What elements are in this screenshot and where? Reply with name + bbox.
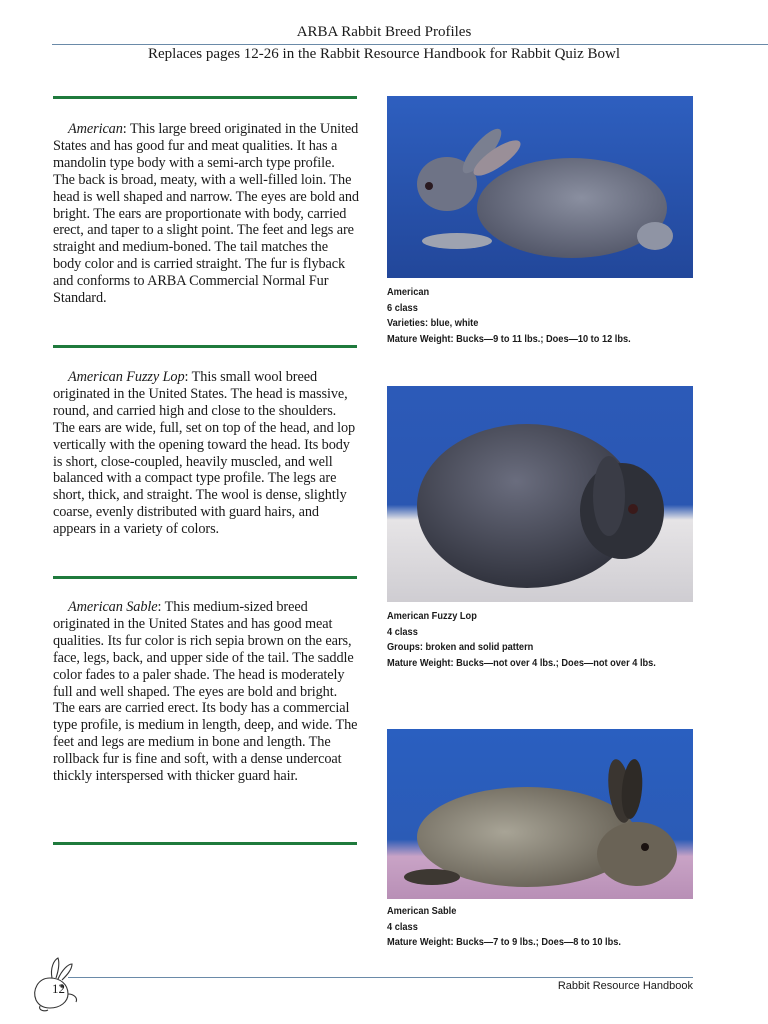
caption-class: 4 class bbox=[387, 920, 418, 933]
section-divider bbox=[53, 96, 357, 99]
section-divider bbox=[53, 345, 357, 348]
caption-breed-name: American Sable bbox=[387, 905, 457, 917]
section-divider bbox=[53, 576, 357, 579]
breed-name: American Sable bbox=[68, 599, 158, 615]
caption-breed-name: American bbox=[387, 286, 430, 298]
breed-description-american bbox=[53, 121, 359, 307]
footer-handbook-title: Rabbit Resource Handbook bbox=[557, 980, 693, 992]
caption-class: 4 class bbox=[387, 625, 418, 638]
photo-caption-american-fuzzy-lop bbox=[387, 609, 693, 671]
page-number: 12 bbox=[52, 981, 65, 996]
page-header-subtitle: Replaces pages 12-26 in the Rabbit Resource Handbook for Rabbit Quiz Bowl bbox=[148, 46, 620, 62]
breed-body-text: : This small wool breed originated in the United States. The head is massive, round, and carried high and close to the shoulders. The ears are wide, full, set on top of the head, and lop vertically with the opening toward the head. Its body is short, close-coupled, heavily muscled, and well balanced with a compact type profile. The legs are short, thick, and straight. The wool is dense, slightly coarse, evenly distributed with guard hairs, and appears in a variety of colors. bbox=[53, 369, 356, 538]
photo-caption-american-sable bbox=[387, 904, 693, 951]
breed-body-text: : This medium-sized breed originated in the United States and has good meat qualities. Its fur color is rich sepia brown on the ears, face, legs, back, and upper side of the tail. The saddle color fades to a paler shade. The head is moderately full and well shaped. The eyes are bold and bright. The ears are carried erect. Its body has a commercial type profile, is medium in length, deep, and wide. The feet and legs are medium in bone and length. The rollback fur is fine and soft, with a dense undercoat thickly interspersed with thicker guard hair. bbox=[53, 599, 358, 785]
photo-american-fuzzy-lop-rabbit bbox=[387, 386, 693, 602]
breed-description-american-fuzzy-lop bbox=[53, 369, 359, 538]
footer-divider bbox=[68, 977, 693, 978]
caption-weight: Mature Weight: Bucks—not over 4 lbs.; Does—not over 4 lbs. bbox=[387, 656, 656, 669]
photo-caption-american bbox=[387, 285, 693, 347]
photo-american-sable-rabbit bbox=[387, 729, 693, 899]
breed-description-american-sable bbox=[53, 599, 359, 785]
breed-name: American bbox=[68, 121, 123, 137]
page-header-title: ARBA Rabbit Breed Profiles bbox=[296, 24, 472, 40]
caption-breed-name: American Fuzzy Lop bbox=[387, 610, 477, 622]
caption-weight: Mature Weight: Bucks—7 to 9 lbs.; Does—8 to 10 lbs. bbox=[387, 936, 621, 949]
caption-weight: Mature Weight: Bucks—9 to 11 lbs.; Does—10 to 12 lbs. bbox=[387, 332, 631, 345]
breed-body-text: : This large breed originated in the United States and has good fur and meat qualities. It has a mandolin type body with a semi-arch type profile. The back is broad, meaty, with a well-filled loin. The head is well shaped and narrow. The eyes are bold and bright. The ears are proportionate with body, carried erect, and taper to a slight point. The feet and legs are straight and medium-boned. The tail matches the body color and is carried straight. The fur is flyback and conforms to ARBA Commercial Normal Fur Standard. bbox=[53, 121, 359, 307]
caption-groups: Groups: broken and solid pattern bbox=[387, 641, 534, 654]
caption-varieties: Varieties: blue, white bbox=[387, 317, 479, 330]
photo-american-rabbit bbox=[387, 96, 693, 278]
section-divider bbox=[53, 842, 357, 845]
caption-class: 6 class bbox=[387, 301, 418, 314]
breed-name: American Fuzzy Lop bbox=[68, 369, 185, 385]
